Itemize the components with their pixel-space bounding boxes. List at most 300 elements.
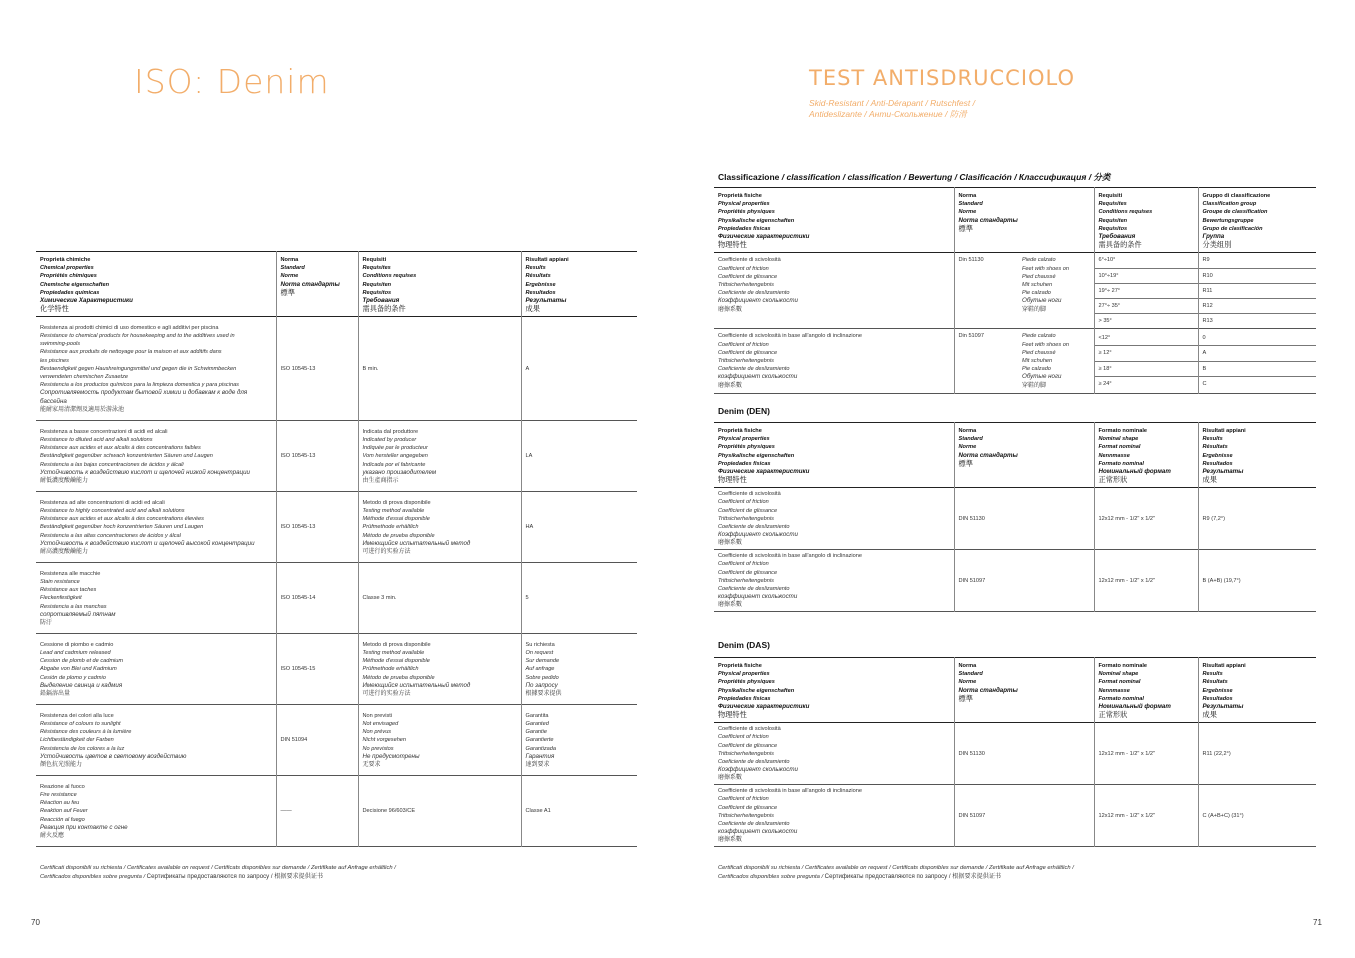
text-line: Testing method available <box>362 649 425 656</box>
header-line: Номинальный формат <box>1098 703 1171 711</box>
condition-cell <box>1018 253 1094 329</box>
header-line: 物理特性 <box>718 240 747 250</box>
result-cell <box>1198 488 1316 550</box>
property-cell <box>36 776 276 847</box>
header-line: Requisitos <box>1098 225 1128 232</box>
result-cell <box>521 317 637 421</box>
text-line: коэффициент скольжости <box>718 593 798 601</box>
result-value: B (A+B) (19,7°) <box>1202 577 1241 584</box>
result-value: R9 (7,2°) <box>1202 515 1225 522</box>
requisite-cell <box>358 634 521 705</box>
text-line: коэффициент скольжости <box>718 373 798 381</box>
page-number-left: 70 <box>31 918 40 927</box>
header-cell <box>714 188 954 253</box>
footer-note-right: Certificati disponibili su richiesta / Certificates available on request / Certificats disponibles sur demande / Zertifikate auf Anfrage erhältlich / Certificados disponibles sobre pregunta / Сертификаты предоставляются по запросу / 根据要求提供证书 <box>718 865 1074 880</box>
header-line: Norma стандарты <box>958 686 1018 694</box>
text-line: Coeficiente de deslizamiento <box>718 290 790 297</box>
norm-cell <box>276 634 358 705</box>
header-line: Propriétés physiques <box>718 209 775 216</box>
text-line: Coefficient de glissance <box>718 804 778 811</box>
header-line: Conditions requises <box>1098 209 1153 216</box>
requisite-cell <box>358 492 521 563</box>
requisite-value: ≥ 24° <box>1098 380 1112 387</box>
text-line: Fleckenfestigkeit <box>40 595 82 602</box>
text-line: указано производителем <box>362 468 437 476</box>
text-line: Beständigkeit gegenüber hoch konzentrierten Säuren und Laugen <box>40 524 204 531</box>
text-line: Trittsicherheitengebnis <box>718 515 774 522</box>
text-line: Pied chaussé <box>1022 349 1056 356</box>
text-line: Coefficient de glissance <box>718 349 778 356</box>
text-line: Mit schuhen <box>1022 282 1053 289</box>
table-row <box>714 723 1316 785</box>
norm-cell <box>954 253 1018 329</box>
header-line: Results <box>1202 671 1223 678</box>
table-row <box>36 634 637 705</box>
property-cell <box>36 492 276 563</box>
result-cell <box>521 492 637 563</box>
text-line: Stain resistance <box>40 578 80 585</box>
text-line: Non prévus <box>362 729 392 736</box>
norm-value: Din 51097 <box>958 333 985 340</box>
requisite-value: 19°÷ 27° <box>1095 284 1198 299</box>
text-line: Feet with shoes on <box>1022 341 1069 348</box>
text-line: Pied chaussé <box>1022 273 1056 280</box>
text-line: Résistance aux produits de nettoyage pour la maison et aux additifs dans <box>40 349 222 356</box>
header-line: Proprietà fisiche <box>718 428 762 434</box>
group-value: B <box>1199 362 1317 377</box>
text-line: Indiquée par le producteur <box>362 445 428 452</box>
text-line: Сопротивляемость продуктам бытовой химии и добавкам к воде для <box>40 389 248 397</box>
text-line: Cession de plomb et de cadmium <box>40 658 124 665</box>
header-line: Standard <box>958 671 983 678</box>
header-line: 成果 <box>1202 475 1217 485</box>
header-line: Nennmasse <box>1098 687 1130 694</box>
table-header-row <box>714 188 1316 253</box>
result-cell <box>1198 785 1316 847</box>
text-line: Garanted <box>525 720 549 727</box>
group-cell <box>1198 253 1316 329</box>
text-line: Resistencia a las bajas concentraciones de ácidos y álcali <box>40 461 184 468</box>
header-line: Результаты <box>1202 703 1244 711</box>
header-line: Chemische eigenschaften <box>40 281 110 288</box>
text-line: Résistance aux acides et aux alcalis à des concentrations élevées <box>40 516 204 523</box>
header-line: Nominal shape <box>1098 436 1139 443</box>
header-line: Formato nominale <box>1098 663 1147 669</box>
format-value: 12x12 mm - 1/2" x 1/2" <box>1098 812 1156 819</box>
text-line: verwendeten chemischen Zusaetze <box>40 374 128 381</box>
requisite-value: ≥ 18° <box>1095 362 1198 377</box>
property-cell <box>36 317 276 421</box>
header-line: Requisites <box>1098 201 1127 208</box>
header-cell <box>1198 423 1316 488</box>
text-line: Реакция при контакте с огне <box>40 823 128 831</box>
property-cell <box>714 785 954 847</box>
text-line: Méthode d'essai disponible <box>362 516 430 523</box>
text-line: Reaktion auf Feuer <box>40 808 88 815</box>
norm-cell <box>276 563 358 634</box>
norm-value: DIN 51094 <box>280 737 308 744</box>
text-line: swimming-pools <box>40 341 81 348</box>
format-value: 12x12 mm - 1/2" x 1/2" <box>1098 577 1156 584</box>
header-line: Ergebnisse <box>525 281 556 288</box>
text-line: HA <box>525 524 534 531</box>
header-line: 成果 <box>1202 710 1217 720</box>
header-line: Proprietà fisiche <box>718 193 762 199</box>
header-line: Standard <box>280 265 305 272</box>
text-line: Trittsicherheitengebnis <box>718 282 774 289</box>
table-row <box>36 776 637 847</box>
table-row <box>714 329 1316 393</box>
requisite-cell <box>1094 329 1198 393</box>
format-cell <box>1094 488 1198 550</box>
text-line: Coeficiente de deslizamiento <box>718 759 790 766</box>
header-cell <box>714 423 954 488</box>
header-line: Propriétés physiques <box>718 679 775 686</box>
text-line: Trittsicherheitengebnis <box>718 812 774 819</box>
header-line: Nennmasse <box>1098 452 1130 459</box>
text-line: Coefficient of friction <box>718 734 769 741</box>
header-line: Conditions requises <box>362 273 417 280</box>
text-line: Indicada por el fabricante <box>362 461 426 468</box>
text-line: Resistenza ad alte concentrazioni di acidi ed alcali <box>40 499 165 506</box>
text-line: 可进行的实验方法 <box>362 547 411 555</box>
text-line: 无要求 <box>362 760 381 768</box>
text-line: Résistance aux acides et aux alcalis à des concentrations faibles <box>40 445 201 452</box>
header-line: 標準 <box>958 223 973 233</box>
header-line: Résultats <box>1202 444 1228 451</box>
text-line: Bestaendigkeit gegen Haushreingungsmittel und gegen die in Schwimmbecken <box>40 365 237 372</box>
header-line: Grupo de clasificación <box>1202 225 1263 232</box>
text-line: 5 <box>525 595 529 602</box>
text-line: Coefficient de glissance <box>718 742 778 749</box>
header-line: Физические характеристики <box>718 233 810 241</box>
format-value: 12x12 mm - 1/2" x 1/2" <box>1098 515 1156 522</box>
result-cell <box>521 634 637 705</box>
table-header-row <box>714 423 1316 488</box>
text-line: 耐高濃度酸鹼能力 <box>40 547 89 555</box>
text-line: Cesión de plomo y cadmio <box>40 674 106 681</box>
text-line: Гарантия <box>525 752 555 760</box>
text-line: 鉛鎘溶出量 <box>40 689 71 697</box>
text-line: Resistance to highly concentrated acid and alkali solutions <box>40 507 185 514</box>
text-line: Coefficiente di scivolosità <box>718 257 781 264</box>
header-line: Formato nominale <box>1098 428 1147 434</box>
text-line: Не предусмотрены <box>362 752 420 760</box>
text-line: Abgabe von Blei und Kadmium <box>40 666 117 673</box>
header-line: 化学特性 <box>40 304 69 314</box>
text-line: Garantita <box>525 712 549 719</box>
table-row <box>36 421 637 492</box>
text-line: коэффициент скольжости <box>718 828 798 836</box>
norm-cell <box>276 705 358 776</box>
norm-value: ISO 10545-13 <box>280 365 316 372</box>
header-line: Groupe de classification <box>1202 209 1268 216</box>
format-value: 12x12 mm - 1/2" x 1/2" <box>1098 750 1156 757</box>
text-line: Decisione 96/603/CE <box>362 808 416 815</box>
property-cell <box>36 421 276 492</box>
header-line: Chemical properties <box>40 265 94 272</box>
norm-value: ISO 10545-13 <box>280 524 316 531</box>
property-cell <box>714 253 954 329</box>
text-line: Coeficiente de deslizamiento <box>718 586 790 593</box>
header-line: Требования <box>1098 233 1136 241</box>
group-value: R10 <box>1199 269 1317 284</box>
header-line: Физические характеристики <box>718 703 810 711</box>
text-line: Обутые ноги <box>1022 373 1062 381</box>
text-line: No previstos <box>362 745 394 752</box>
requisite-cell <box>358 421 521 492</box>
norm-cell <box>276 317 358 421</box>
text-line: Coefficient of friction <box>718 341 769 348</box>
page-subtitle-right: Skid-Resistant / Anti-Dérapant / Rutschfest / Antideslizante / Анти-Скольжение / 防滑 <box>809 98 975 119</box>
header-line: Требования <box>362 297 400 305</box>
header-line: 成果 <box>525 304 540 314</box>
header-line: 正常形狀 <box>1098 710 1128 720</box>
header-line: Propiedades fisicas <box>718 460 771 467</box>
requisite-value: 6°÷10° <box>1095 253 1198 268</box>
norm-value: DIN 51130 <box>958 515 985 522</box>
text-line: Indicated by producer <box>362 436 417 443</box>
text-line: Resistance to chemical products for housekeeping and to the additives used in <box>40 333 235 339</box>
text-line: Beständigkeit gegenüber schwach konzentrierten Säuren und Laugen <box>40 453 213 460</box>
header-line: 分类组別 <box>1202 240 1232 250</box>
header-line: Requisiti <box>1098 193 1123 199</box>
header-line: Nominal shape <box>1098 671 1139 678</box>
norm-cell <box>276 776 358 847</box>
text-line: Método de prueba disponible <box>362 532 435 539</box>
requisite-value: 27°÷ 35° <box>1095 299 1198 314</box>
table-row <box>36 705 637 776</box>
text-line: 磨擦系數 <box>718 305 743 313</box>
text-line: 磨擦系數 <box>718 381 743 389</box>
text-line: Coefficient de glissance <box>718 569 778 576</box>
text-line: Reazione al fuoco <box>40 783 85 790</box>
requisite-cell <box>358 563 521 634</box>
text-line: Resistenza alle macchie <box>40 570 101 577</box>
text-line: Resistencia de los colores a la luz <box>40 745 125 752</box>
text-line: Resistenza dei colori alla luce <box>40 712 114 719</box>
header-line: Requisiten <box>362 281 392 288</box>
text-line: Коэффициент скольжости <box>718 297 798 305</box>
text-line: Coefficiente di scivolosità in base all'angolo di inclinazione <box>718 553 863 560</box>
header-line: Physikalische eigenschaften <box>718 452 795 459</box>
group-value: 0 <box>1199 331 1317 346</box>
text-line: сопротивляемый пятнам <box>40 610 116 618</box>
denim-das-table <box>714 657 1316 847</box>
header-line: Proprietà chimiche <box>40 257 91 263</box>
text-line: 根據要求提供 <box>525 689 562 697</box>
text-line: 由生產商指示 <box>362 476 399 484</box>
requisite-cell <box>358 776 521 847</box>
property-cell <box>36 634 276 705</box>
text-line: Устойчивость цветов в световому воздействию <box>40 752 187 760</box>
header-line: 需具备的条件 <box>362 304 406 314</box>
format-cell <box>1094 723 1198 785</box>
group-cell <box>1198 329 1316 393</box>
text-line: Piede calzato <box>1022 257 1056 264</box>
text-line: Resistance of colours to sunlight <box>40 720 121 727</box>
text-line: Resistencia a los productos químicos para la limpieza domestica y para piscinas <box>40 382 239 389</box>
classification-title: Classificazione / classification / classification / Bewertung / Clasificación / Классификация / 分类 <box>718 172 1111 182</box>
header-cell <box>954 658 1094 723</box>
text-line: Coefficient of friction <box>718 796 769 803</box>
text-line: Resistencia a las manchas <box>40 603 107 610</box>
header-line: Norme <box>958 209 977 216</box>
table-row <box>36 563 637 634</box>
header-cell <box>358 252 521 317</box>
text-line: Prüfmethode erhältlich <box>362 666 419 673</box>
header-cell <box>521 252 637 317</box>
result-cell <box>521 776 637 847</box>
header-line: Standard <box>958 201 983 208</box>
header-line: Physikalische eigenschaften <box>718 217 795 224</box>
text-line: Resistance to diluted acid and alkali solutions <box>40 436 153 443</box>
text-line: Coefficient de glissance <box>718 273 778 280</box>
header-line: Norma стандарты <box>958 451 1018 459</box>
text-line: Su richiesta <box>525 641 555 648</box>
requisite-cell <box>1094 253 1198 329</box>
text-line: Vom hersteller angegeben <box>362 453 428 460</box>
header-cell <box>276 252 358 317</box>
header-cell <box>1198 658 1316 723</box>
header-line: Requisiten <box>1098 217 1128 224</box>
header-line: Requisitos <box>362 289 392 296</box>
header-line: Номинальный формат <box>1098 468 1171 476</box>
header-line: 標準 <box>280 287 295 297</box>
property-cell <box>714 550 954 612</box>
result-cell <box>521 421 637 492</box>
header-line: Результаты <box>525 297 567 305</box>
table-header-row <box>36 252 637 317</box>
text-line: Устойчивость к воздействию кислот и щелочей низкой концентрации <box>40 468 250 476</box>
norm-cell <box>954 488 1094 550</box>
group-value: R13 <box>1202 318 1213 325</box>
page-title-left: ISO: Denim <box>134 62 330 101</box>
header-line: Propiedades fisicas <box>718 695 771 702</box>
property-cell <box>714 723 954 785</box>
requisite-value: 10°÷19° <box>1095 269 1198 284</box>
header-line: Physikalische eigenschaften <box>718 687 795 694</box>
text-line: Resistenza a basse concentrazioni di acidi ed alcali <box>40 428 168 435</box>
format-cell <box>1094 550 1198 612</box>
result-cell <box>521 705 637 776</box>
header-line: Resultados <box>1202 460 1233 467</box>
text-line: бассейна <box>40 397 67 405</box>
header-cell <box>1198 188 1316 253</box>
table-row <box>36 317 637 421</box>
header-line: Formato nominal <box>1098 695 1144 702</box>
result-value: C (A+B+C) (31°) <box>1202 812 1244 819</box>
table-row <box>714 488 1316 550</box>
text-line: 防汙 <box>40 618 53 626</box>
text-line: Non previsti <box>362 712 393 719</box>
text-line: 達到要求 <box>525 760 550 768</box>
property-cell <box>36 705 276 776</box>
text-line: Coefficiente di scivolosità in base all'angolo di inclinazione <box>718 788 863 795</box>
header-line: Propiedades físicas <box>718 225 771 232</box>
property-cell <box>714 488 954 550</box>
text-line: Pie calzado <box>1022 366 1051 373</box>
text-line: Коэффициент скольжости <box>718 531 798 539</box>
norm-value: DIN 51097 <box>958 812 986 819</box>
requisite-value: <12° <box>1095 331 1198 346</box>
header-line: 標準 <box>958 693 973 703</box>
header-cell <box>954 423 1094 488</box>
header-line: 物理特性 <box>718 710 747 720</box>
denim-den-table <box>714 422 1316 612</box>
header-line: Norma <box>958 663 977 669</box>
text-line: 耐低濃度酸鹼能力 <box>40 476 89 484</box>
norm-cell <box>276 421 358 492</box>
text-line: 穿鞋的脚 <box>1022 305 1047 313</box>
text-line: Résistance aux taches <box>40 587 97 594</box>
header-line: Propriétés chimiques <box>40 273 97 280</box>
header-cell <box>36 252 276 317</box>
header-line: Physical properties <box>718 436 770 443</box>
page-title-right: TEST ANTISDRUCCIOLO <box>809 66 1076 90</box>
text-line: Pie calzado <box>1022 290 1051 297</box>
text-line: Coeficiente de deslizamiento <box>718 821 790 828</box>
classification-table <box>714 187 1316 394</box>
header-line: Physical properties <box>718 201 770 208</box>
header-line: Results <box>1202 436 1223 443</box>
header-cell <box>1094 658 1198 723</box>
header-line: Propiedades químicas <box>40 289 100 296</box>
condition-cell <box>1018 329 1094 393</box>
text-line: A <box>525 365 530 372</box>
text-line: 磨擦系數 <box>718 601 743 609</box>
text-line: Коэффициент скольжости <box>718 766 798 774</box>
header-line: Standard <box>958 436 983 443</box>
header-line: Resultados <box>525 289 556 296</box>
text-line: On request <box>525 649 554 656</box>
result-value: R11 (22,2°) <box>1202 750 1231 757</box>
header-line: Norma <box>958 428 977 434</box>
group-value: A <box>1199 346 1317 361</box>
norm-cell <box>954 785 1094 847</box>
group-value: C <box>1202 380 1207 387</box>
text-line: Classe A1 <box>525 808 551 815</box>
header-line: Format nominal <box>1098 444 1141 451</box>
table-row <box>36 492 637 563</box>
header-line: Classification group <box>1202 201 1257 208</box>
header-cell <box>714 658 954 723</box>
text-line: Lead and cadmium released <box>40 649 111 656</box>
text-line: Имеющийся испытательный метод <box>362 681 471 689</box>
norm-cell <box>276 492 358 563</box>
header-cell <box>954 188 1094 253</box>
header-line: Proprietà fisiche <box>718 663 762 669</box>
group-value: R11 <box>1199 284 1317 299</box>
header-line: Physical properties <box>718 671 770 678</box>
norm-value: DIN 51097 <box>958 577 986 584</box>
header-line: Ergebnisse <box>1202 687 1233 694</box>
header-line: 標準 <box>958 458 973 468</box>
header-line: Résultats <box>525 273 551 280</box>
page-number-right: 71 <box>1313 918 1322 927</box>
text-line: Coefficient of friction <box>718 561 769 568</box>
group-value: R12 <box>1199 299 1317 314</box>
denim-den-title: Denim (DEN) <box>718 406 770 416</box>
requisite-value: > 35° <box>1098 318 1112 325</box>
header-cell <box>1094 423 1198 488</box>
group-value: R9 <box>1199 253 1317 268</box>
table-header-row <box>714 658 1316 723</box>
header-line: 需具备的条件 <box>1098 240 1142 250</box>
header-line: 物理特性 <box>718 475 747 485</box>
norm-cell <box>954 329 1018 393</box>
requisite-cell <box>358 705 521 776</box>
